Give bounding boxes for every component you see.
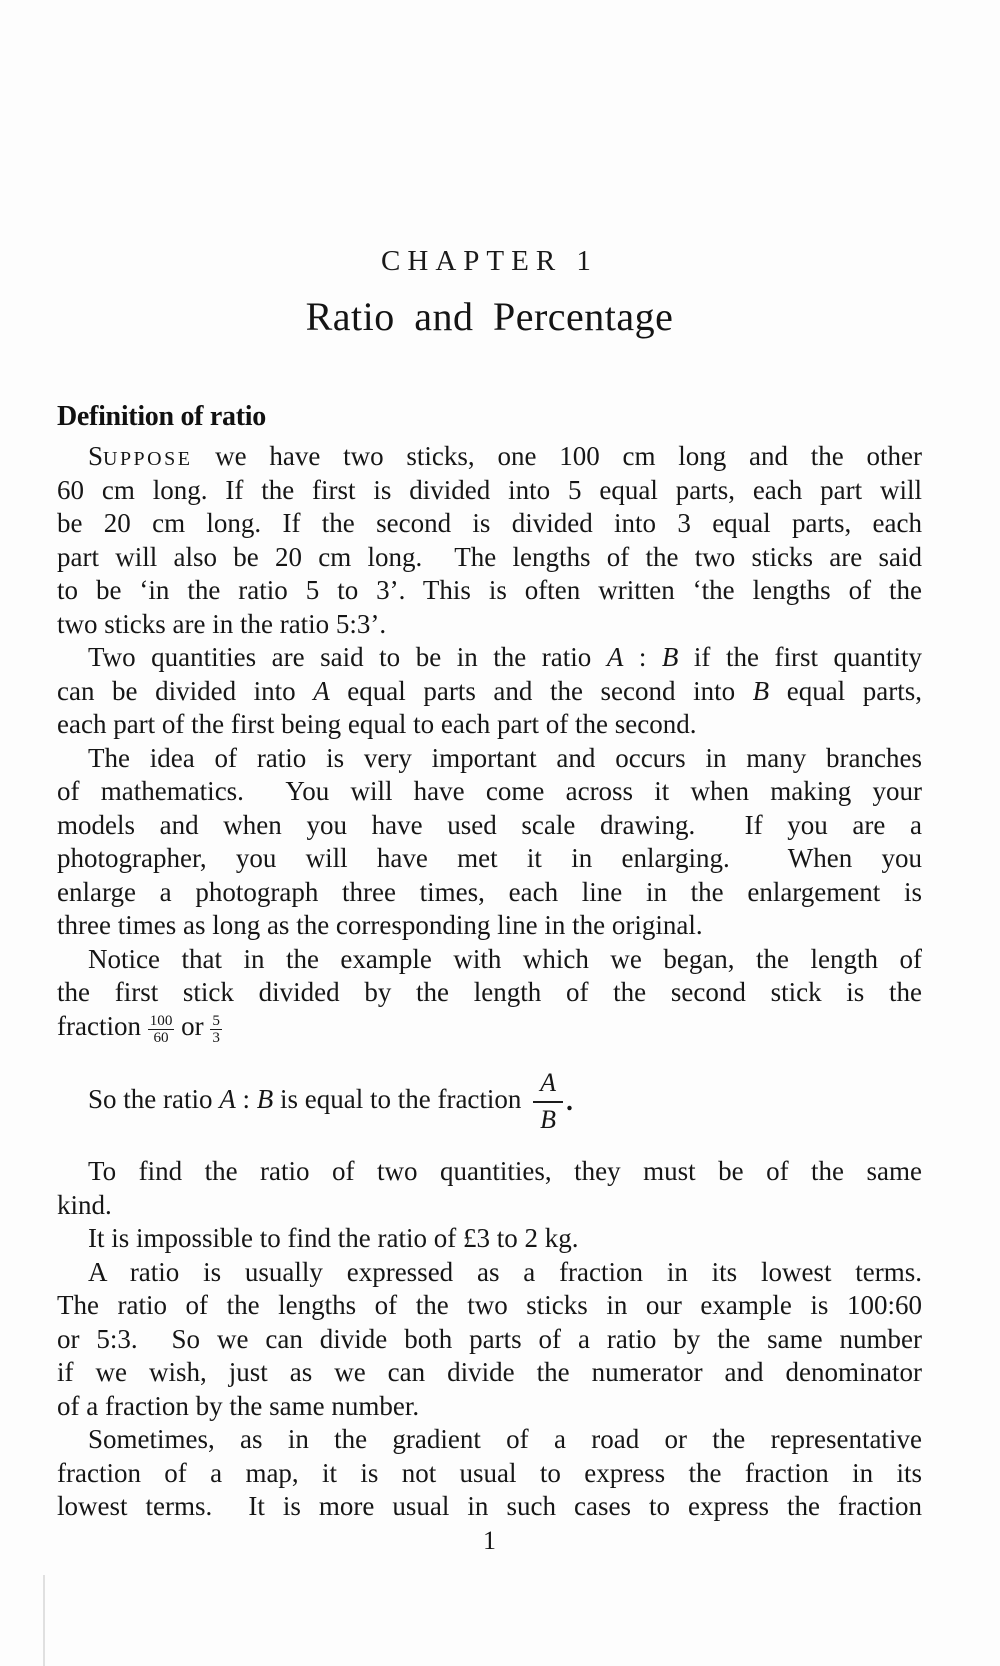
page-content: [57, 0, 922, 1557]
text-line: part will also be 20 cm long. The lengths of the two sticks are said: [57, 541, 922, 572]
text-line: The idea of ratio is very important and occurs in many branches: [88, 742, 922, 773]
text-line: each part of the first being equal to each part of the second.: [57, 709, 697, 739]
text-line: can be divided into A equal parts and the second into B equal parts,: [57, 675, 922, 706]
body-text: [57, 440, 922, 1524]
italic-variable: B: [256, 1084, 274, 1114]
text-line: two sticks are in the ratio 5:3’.: [57, 608, 387, 639]
chapter-heading: CHAPTER 1: [381, 245, 598, 277]
text-line: if we wish, just as we can divide the numerator and denominator: [57, 1357, 922, 1387]
text-line: kind.: [57, 1189, 112, 1220]
inline-fraction: $\frac{100}{60}$: [149, 1012, 173, 1043]
text-line: fraction of a map, it is not usual to express the fraction in its: [57, 1457, 922, 1488]
text-line: be 20 cm long. If the second is divided into 3 equal parts, each: [57, 508, 922, 538]
small-caps-text: UPPOSE: [103, 448, 193, 470]
text-line: The ratio of the lengths of the two sticks in our example is 100:60: [57, 1290, 922, 1320]
italic-variable: A: [606, 642, 624, 672]
text-line: Notice that in the example with which we began, the length of: [88, 943, 922, 974]
section-heading: Definition of ratio: [57, 401, 266, 432]
text-line: To find the ratio of two quantities, they must be of the same: [88, 1156, 922, 1186]
text-line: of a fraction by the same number.: [57, 1390, 420, 1421]
page-title: Ratio and Percentage: [305, 294, 674, 339]
text-line: It is impossible to find the ratio of £3 to 2 kg.: [88, 1223, 579, 1253]
text-line: 60 cm long. If the first is divided into 5 equal parts, each part will: [57, 474, 922, 505]
text-line: A ratio is usually expressed as a fraction in its lowest terms.: [88, 1256, 922, 1287]
text-line: or 5:3. So we can divide both parts of a ratio by the same number: [57, 1323, 922, 1354]
text-line: Two quantities are said to be in the ratio A : B if the first quantity: [88, 642, 922, 672]
italic-variable: B: [661, 642, 679, 672]
text-line: enlarge a photograph three times, each line in the enlargement is: [57, 876, 922, 907]
text-line: Sometimes, as in the gradient of a road or the representative: [88, 1424, 922, 1454]
scan-artifact-line: [43, 1575, 45, 1666]
italic-variable: A: [313, 675, 330, 706]
text-line: photographer, you will have met it in enlarging. When you: [57, 843, 922, 873]
text-line: to be ‘in the ratio 5 to 3’. This is often written ‘the lengths of the: [57, 575, 922, 605]
text-line: So the ratio A : B is equal to the fraction $\frac{A}{B}$ .: [88, 1068, 573, 1134]
page-number: 1: [483, 1525, 496, 1555]
text-line: the first stick divided by the length of the second stick is the: [57, 977, 922, 1007]
italic-variable: B: [752, 675, 770, 706]
display-fraction: $\frac{A}{B}$: [533, 1068, 563, 1135]
text-line: three times as long as the corresponding line in the original.: [57, 910, 703, 940]
text-line: lowest terms. It is more usual in such cases to express the fraction: [57, 1491, 922, 1521]
text-line: fraction $\frac{100}{60}$ or $\frac{5}{3}$: [57, 1010, 922, 1044]
fraction-period: .: [566, 1086, 573, 1117]
text-line: models and when you have used scale drawing. If you are a: [57, 809, 922, 840]
italic-variable: A: [219, 1084, 236, 1114]
inline-fraction: $\frac{5}{3}$: [212, 1012, 220, 1043]
text-line: SUPPOSE we have two sticks, one 100 cm long and the other: [88, 441, 922, 471]
text-line: of mathematics. You will have come across it when making your: [57, 776, 922, 806]
